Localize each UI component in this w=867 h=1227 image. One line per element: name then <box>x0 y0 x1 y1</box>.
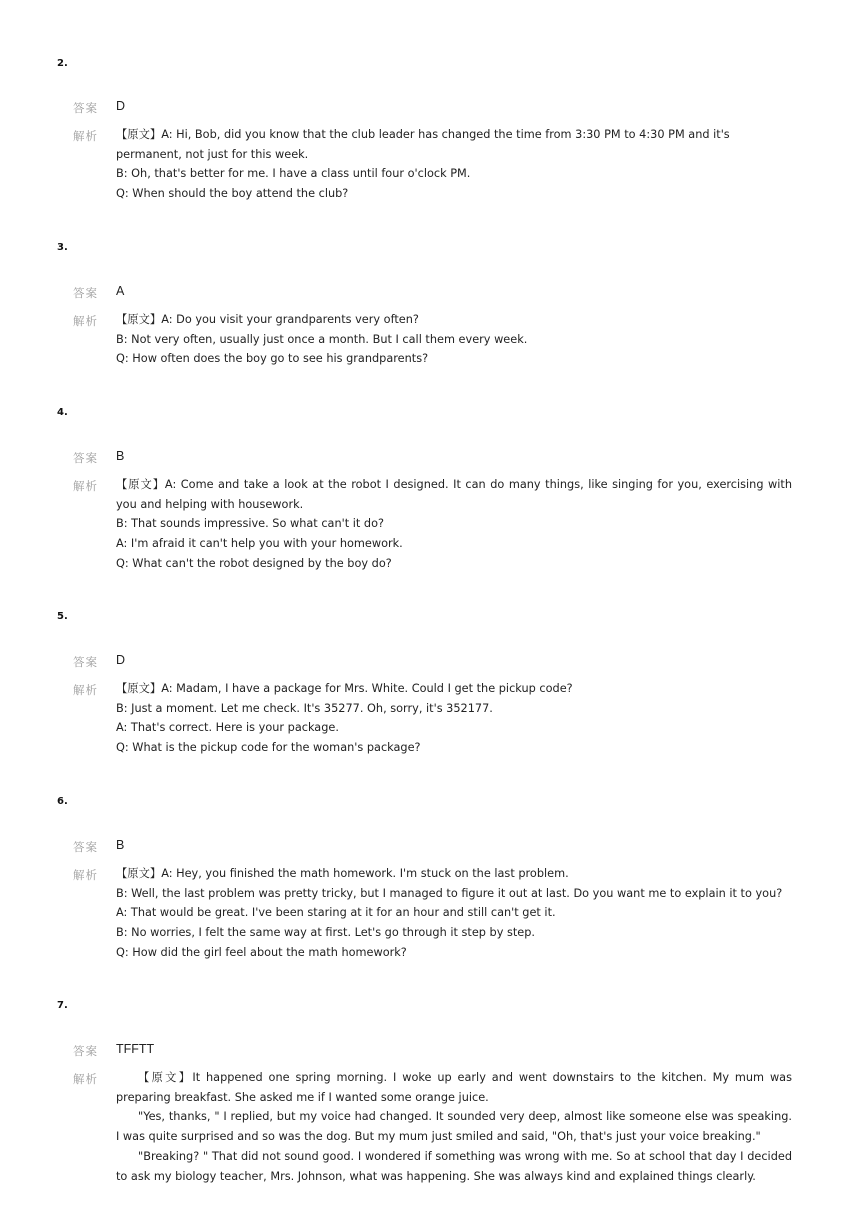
analysis-label: 解析 <box>73 868 98 882</box>
answer-label: 答案 <box>73 451 98 465</box>
answer-value: B <box>116 838 125 852</box>
analysis-label: 解析 <box>73 683 98 697</box>
analysis-line: A: That's correct. Here is your package. <box>116 721 339 735</box>
analysis-line: 【原文】A: Do you visit your grandparents very often? <box>116 313 419 326</box>
analysis-text <box>116 864 792 963</box>
analysis-line: Q: When should the boy attend the club? <box>116 187 349 201</box>
analysis-line: B: Well, the last problem was pretty tricky, but I managed to figure it out at last. Do you want me to explain it to you? <box>116 886 783 900</box>
question-number: 2. <box>57 58 68 69</box>
analysis-line: 【原文】A: Hey, you finished the math homework. I'm stuck on the last problem. <box>116 867 569 880</box>
question-number: 6. <box>57 796 68 807</box>
answer-label: 答案 <box>73 101 98 115</box>
answer-value: A <box>116 284 125 298</box>
answer-label: 答案 <box>73 840 98 854</box>
analysis-text <box>116 1068 792 1186</box>
question-number: 3. <box>57 242 68 253</box>
analysis-text <box>116 679 792 758</box>
question-number: 7. <box>57 1000 68 1011</box>
analysis-label: 解析 <box>73 314 98 328</box>
analysis-text <box>116 475 792 574</box>
analysis-line: Q: What is the pickup code for the woman's package? <box>116 741 421 755</box>
analysis-line: Q: What can't the robot designed by the boy do? <box>116 556 392 570</box>
analysis-label: 解析 <box>73 129 98 143</box>
answer-value: D <box>116 653 126 667</box>
answer-value: B <box>116 449 125 463</box>
analysis-text <box>116 310 792 369</box>
question-number: 4. <box>57 407 68 418</box>
analysis-line: B: No worries, I felt the same way at first. Let's go through it step by step. <box>116 926 535 940</box>
analysis-line: B: Just a moment. Let me check. It's 35277. Oh, sorry, it's 352177. <box>116 701 493 715</box>
answer-value: TFFTT <box>116 1042 155 1056</box>
analysis-line: 【原文】A: Madam, I have a package for Mrs. White. Could I get the pickup code? <box>116 682 573 695</box>
analysis-line: B: Oh, that's better for me. I have a class until four o'clock PM. <box>116 167 471 181</box>
analysis-paragraph: "Yes, thanks, " I replied, but my voice had changed. It sounded very deep, almost like someone else was speaking. I was quite surprised and so was the dog. But my mum just smiled and said, "Oh, that's just your voice breaking." <box>116 1110 792 1144</box>
answer-value: D <box>116 99 126 113</box>
analysis-label: 解析 <box>73 1072 98 1086</box>
analysis-line: A: That would be great. I've been staring at it for an hour and still can't get it. <box>116 906 556 920</box>
analysis-line: Q: How did the girl feel about the math homework? <box>116 945 407 959</box>
analysis-line: 【原文】A: Come and take a look at the robot I designed. It can do many things, like singing for you, exercising with you and helping with housework. <box>116 478 792 511</box>
analysis-line: B: That sounds impressive. So what can't it do? <box>116 517 384 531</box>
question-number: 5. <box>57 611 68 622</box>
answer-label: 答案 <box>73 1044 98 1058</box>
analysis-text <box>116 125 792 204</box>
analysis-line: A: I'm afraid it can't help you with your homework. <box>116 537 403 551</box>
analysis-line: 【原文】A: Hi, Bob, did you know that the club leader has changed the time from 3:30 PM to 4:30 PM and it's permanent, not just for this week. <box>116 128 730 161</box>
answer-label: 答案 <box>73 286 98 300</box>
analysis-line: B: Not very often, usually just once a month. But I call them every week. <box>116 332 528 346</box>
analysis-paragraph: "Breaking? " That did not sound good. I wondered if something was wrong with me. So at school that day I decided to ask my biology teacher, Mrs. Johnson, what was happening. She was always kind and explained things clearly. <box>116 1149 792 1183</box>
analysis-paragraph: 【原文】It happened one spring morning. I woke up early and went downstairs to the kitchen. My mum was preparing breakfast. She asked me if I wanted some orange juice. <box>116 1071 792 1104</box>
analysis-line: Q: How often does the boy go to see his grandparents? <box>116 352 429 366</box>
analysis-label: 解析 <box>73 479 98 493</box>
answer-label: 答案 <box>73 655 98 669</box>
